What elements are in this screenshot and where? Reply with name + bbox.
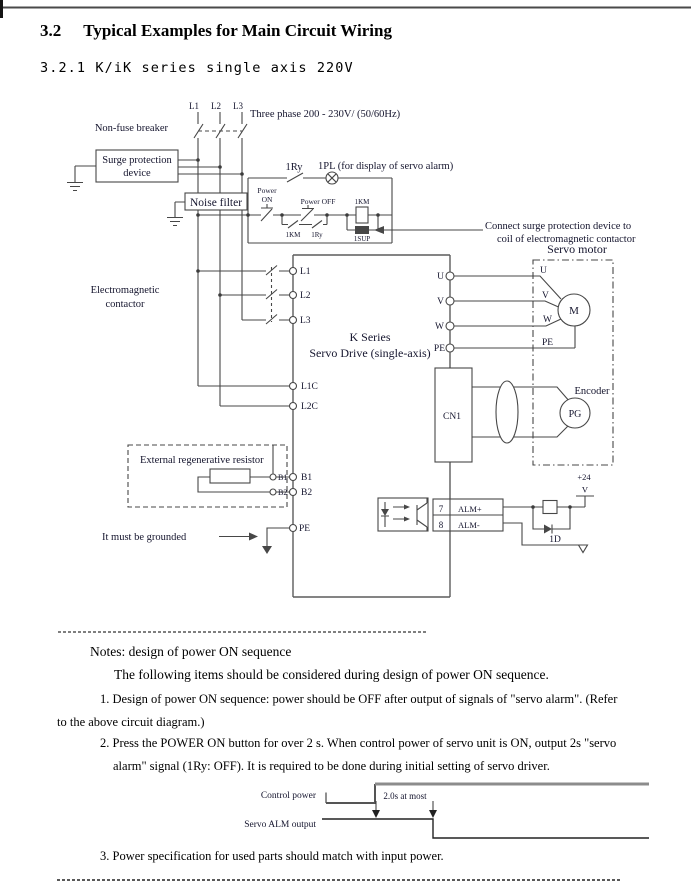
label-servo-alm: Servo ALM output — [244, 820, 316, 830]
label-k-series-1: K Series — [349, 330, 391, 344]
label-noise-filter: Noise filter — [189, 197, 243, 209]
diode-1d — [544, 525, 552, 534]
label-servo-motor: Servo motor — [547, 242, 607, 256]
resistor-icon — [210, 469, 250, 483]
connect-note-arrowhead — [374, 226, 384, 234]
label-drive-l1: L1 — [300, 267, 311, 277]
label-power-on-2: ON — [261, 195, 273, 204]
surge-absorber-1sup-icon — [355, 226, 369, 234]
signal-ground — [579, 545, 588, 553]
subsection-title: 3.2.1 K/iK series single axis 220V — [40, 60, 354, 76]
notes-p2b: alarm" signal (1Ry: OFF). It is required to be done during initial setting of servo driver. — [113, 759, 550, 773]
label-1km-contact: 1KM — [285, 231, 301, 239]
notes-p3: 3. Power specification for used parts should match with input power. — [100, 849, 444, 863]
label-drive-l2: L2 — [300, 291, 311, 301]
label-1d: 1D — [549, 535, 561, 545]
label-alm-minus: ALM- — [458, 520, 480, 530]
label-volt: V — [581, 484, 589, 495]
label-em-contactor-2: contactor — [105, 299, 145, 310]
label-drive-l1c: L1C — [301, 382, 318, 392]
grounded-note-arrowhead — [249, 533, 258, 541]
label-power-off: Power OFF — [300, 197, 336, 206]
label-1sup: 1SUP — [353, 235, 371, 243]
timing-diagram — [244, 784, 649, 838]
label-alm-8: 8 — [438, 520, 444, 530]
label-connect-note-2: coil of electromagnetic contactor — [497, 234, 636, 245]
label-power-on-1: Power — [257, 186, 277, 195]
label-non-fuse-breaker: Non-fuse breaker — [94, 123, 168, 134]
noise-filter-ground — [167, 202, 185, 226]
label-control-power: Control power — [260, 791, 316, 801]
label-drive-pe: PE — [299, 524, 311, 534]
label-duration: 2.0s at most — [383, 791, 427, 801]
label-l1: L1 — [189, 101, 199, 111]
label-three-phase: Three phase 200 - 230V/ (50/60Hz) — [250, 109, 401, 120]
pe-ground-arrow — [262, 546, 272, 554]
label-1ry-contact: 1Ry — [311, 231, 323, 239]
notes-p2a: 2. Press the POWER ON button for over 2 s. When control power of servo unit is ON, output 2s "servo — [100, 736, 617, 750]
section-title-text: Typical Examples for Main Circuit Wiring — [83, 21, 392, 40]
spd-ground — [67, 166, 96, 191]
label-motor-m: M — [569, 305, 579, 317]
label-alm-plus: ALM+ — [458, 504, 482, 514]
coil-1km-icon — [356, 207, 368, 223]
notes-p1a: 1. Design of power ON sequence: power should be OFF after output of signals of "servo alarm". (Refer — [100, 692, 618, 706]
label-drive-l3: L3 — [300, 316, 311, 326]
label-surge-protection-2: device — [123, 168, 151, 179]
label-out-v: V — [437, 297, 444, 307]
label-connect-note-1: Connect surge protection device to — [485, 221, 632, 232]
relay-coil-icon — [543, 501, 557, 514]
notes-line1: The following items should be considered during design of power ON sequence. — [114, 667, 549, 682]
label-drive-b2: B2 — [301, 488, 313, 498]
label-em-contactor-1: Electromagnetic — [90, 285, 160, 296]
label-motor-pe: PE — [542, 338, 554, 348]
label-out-w: W — [435, 322, 444, 332]
servo-alm-waveform — [322, 819, 649, 838]
label-encoder: Encoder — [574, 386, 610, 397]
notes-p1b: to the above circuit diagram.) — [57, 715, 205, 729]
encoder-cable-icon — [496, 381, 518, 443]
notes-header: Notes: design of power ON sequence — [90, 644, 292, 659]
label-res-b2: B2 — [278, 488, 288, 497]
label-ext-resistor: External regenerative resistor — [140, 455, 264, 466]
label-pg: PG — [568, 409, 582, 420]
label-surge-protection-1: Surge protection — [102, 155, 172, 166]
label-1ry: 1Ry — [285, 162, 303, 173]
section-number: 3.2 — [40, 21, 62, 40]
label-motor-v: V — [542, 291, 549, 301]
label-alm-7: 7 — [438, 504, 444, 514]
servo-drive-outline — [293, 255, 450, 597]
label-drive-l2c: L2C — [301, 402, 318, 412]
label-cn1: CN1 — [443, 412, 461, 422]
label-plus24: +24 — [577, 472, 591, 482]
label-motor-u: U — [540, 266, 547, 276]
label-motor-w: W — [543, 315, 552, 325]
label-l3: L3 — [233, 101, 243, 111]
label-l2: L2 — [211, 101, 221, 111]
label-drive-b1: B1 — [301, 473, 313, 483]
label-out-u: U — [437, 272, 444, 282]
label-1km-coil: 1KM — [354, 198, 370, 206]
label-1pl: 1PL (for display of servo alarm) — [318, 161, 454, 172]
label-k-series-2: Servo Drive (single-axis) — [309, 346, 431, 360]
label-grounded: It must be grounded — [102, 532, 187, 543]
label-res-b1: B1 — [278, 473, 288, 482]
label-out-pe: PE — [433, 344, 445, 354]
